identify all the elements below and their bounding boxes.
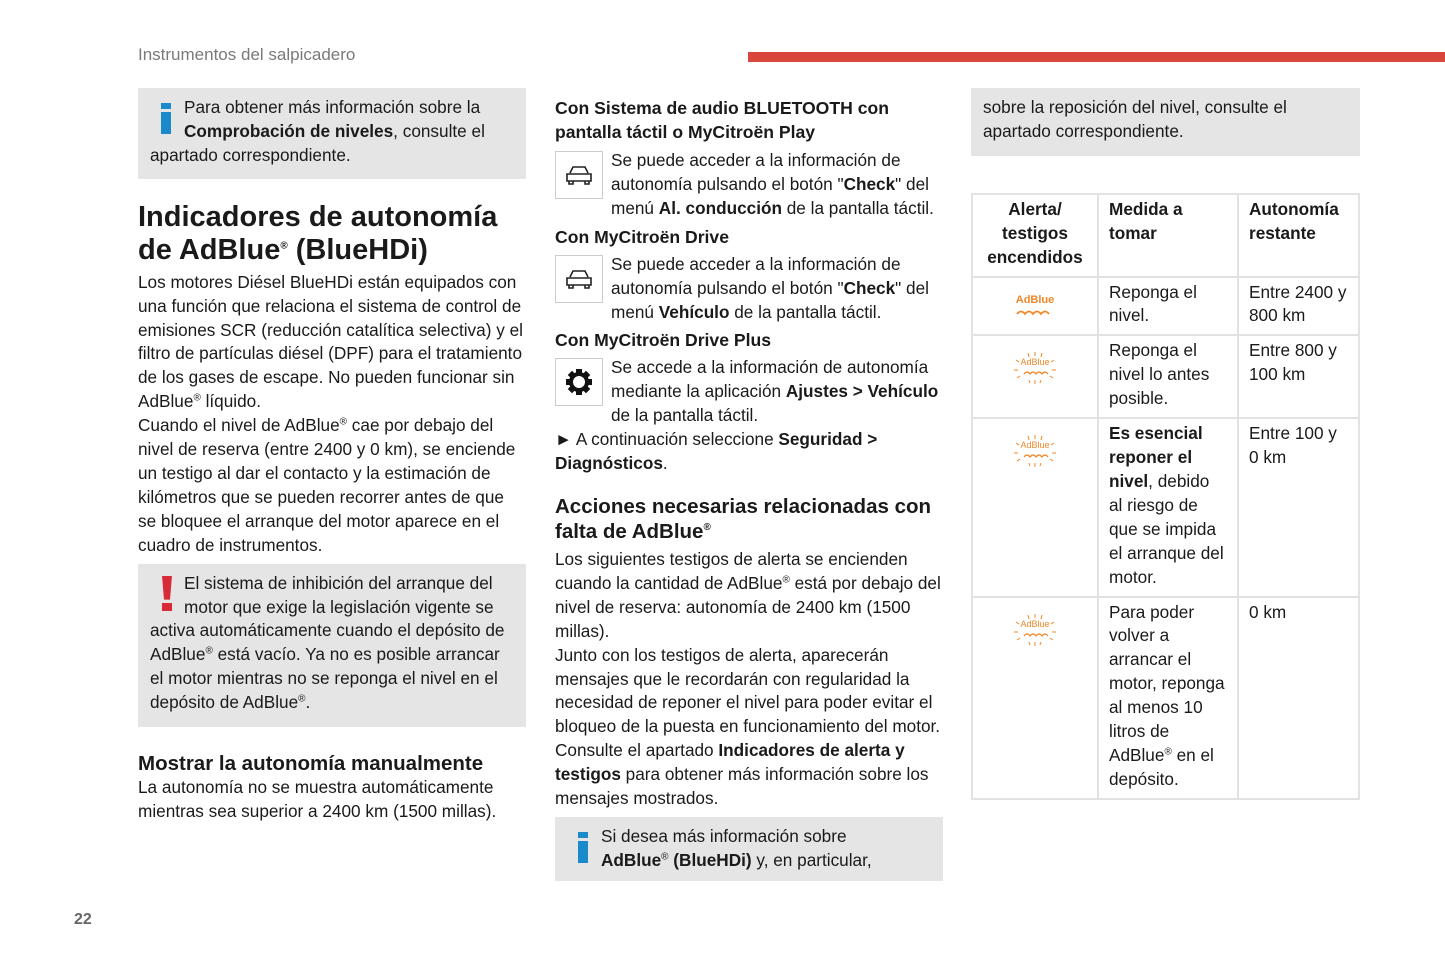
reserve-paragraph: Cuando el nivel de AdBlue® cae por debajo del nivel de reserva (entre 2400 y 0 km), se enciende un testigo al dar el contacto y la estimación de kilómetros que se pueden recorrer antes de que se bloquee el arranque del motor aparece en el cuadro de instrumentos. (138, 415, 516, 555)
adblue-flashing-icon (972, 418, 1098, 596)
table-row: AdBlue Reponga el nivel. Entre 2400 y 800 km (972, 277, 1359, 336)
gear-icon (555, 358, 603, 406)
info-note-adblue: Si desea más información sobre AdBlue® (BlueHDi) y, en particular, (555, 817, 943, 881)
svg-text:AdBlue: AdBlue (1015, 293, 1055, 306)
mycitroen-drive-plus-paragraph: Se accede a la información de autonomía mediante la aplicación Ajustes > Vehículo de la pantalla táctil. ► A continuación seleccione Seguridad > Diagnósticos. (555, 357, 939, 474)
info-note-continued: sobre la reposición del nivel, consulte el apartado correspondiente. (971, 88, 1360, 156)
info-icon (150, 96, 180, 142)
info-icon (567, 825, 597, 871)
manual-range-paragraph: La autonomía no se muestra automáticamente mientras sea superior a 2400 km (1500 millas). (138, 777, 497, 821)
table-row: AdBlue Es esencial reponer el nivel, debido al riesgo de que se impida el arranque del motor. Entre 100 y 0 km (972, 418, 1359, 596)
column-middle (555, 88, 943, 881)
actions-heading: Acciones necesarias relacionadas con falta de AdBlue® (555, 494, 932, 543)
warning-note: El sistema de inhibición del arranque del motor que exige la legislación vigente se activa automáticamente cuando el depósito de AdBlue® está vacío. Ya no es posible arrancar el motor mientras no se reponga el nivel en el depósito de AdBlue®. (138, 564, 526, 727)
svg-text:AdBlue: AdBlue (1020, 618, 1050, 629)
svg-text:AdBlue: AdBlue (1020, 440, 1050, 451)
bluetooth-heading: Con Sistema de audio BLUETOOTH con pantalla táctil o MyCitroën Play (555, 98, 889, 142)
adblue-steady-icon (972, 277, 1098, 336)
actions-paragraph-2: Junto con los testigos de alerta, aparecerán mensajes que le recordarán con regularidad la necesidad de reponer el nivel para poder evitar el bloqueo de la puesta en funcionamiento del motor. Consulte el apartado Indicadores de alerta y testigos para obtener más información sobre los mensajes mostrados. (555, 644, 941, 809)
mycitroen-drive-paragraph: Se puede acceder a la información de autonomía pulsando el botón "Check" del menú Vehículo de la pantalla táctil. (555, 253, 943, 325)
column-right (971, 88, 1360, 800)
svg-text:AdBlue: AdBlue (1020, 357, 1050, 368)
bluetooth-paragraph: Se puede acceder a la información de autonomía pulsando el botón "Check" del menú Al. conducción de la pantalla táctil. (555, 149, 943, 221)
intro-paragraph: Los motores Diésel BlueHDi están equipados con una función que relaciona el sistema de control de emisiones SCR (reducción catalítica selectiva) y el filtro de partículas diésel (DPF) para el tratamiento de los gases de escape. No pueden funcionar sin AdBlue® líquido. (138, 271, 523, 412)
section-header: Instrumentos del salpicadero (138, 45, 356, 64)
manual-range-heading: Mostrar la autonomía manualmente (138, 752, 484, 776)
table-row: AdBlue Para poder volver a arrancar el motor, reponga al menos 10 litros de AdBlue® en el depósito. 0 km (972, 597, 1359, 799)
adblue-flashing-icon (972, 335, 1098, 418)
page-number: 22 (74, 911, 92, 928)
car-icon (555, 151, 603, 199)
actions-paragraph-1: Los siguientes testigos de alerta se encienden cuando la cantidad de AdBlue® está por debajo del nivel de reserva: autonomía de 2400 km (1500 millas). (555, 548, 941, 641)
table-header-row: Alerta/ testigos encendidos Medida a tomar Autonomía restante (972, 194, 1359, 277)
warning-exclamation-icon (150, 572, 180, 618)
page-title: Indicadores de autonomía de AdBlue® (BlueHDi) (138, 200, 498, 266)
car-icon (555, 255, 603, 303)
mycitroen-drive-heading: Con MyCitroën Drive (555, 226, 730, 247)
mycitroen-drive-plus-heading: Con MyCitroën Drive Plus (555, 330, 772, 351)
column-left (138, 88, 526, 824)
adblue-flashing-icon (972, 597, 1098, 799)
header-accent-bar (748, 52, 1445, 62)
table-row: AdBlue Reponga el nivel lo antes posible. Entre 800 y 100 km (972, 335, 1359, 418)
adblue-alert-table (971, 193, 1360, 800)
info-note: Para obtener más información sobre la Comprobación de niveles, consulte el apartado correspondiente. (138, 88, 526, 179)
